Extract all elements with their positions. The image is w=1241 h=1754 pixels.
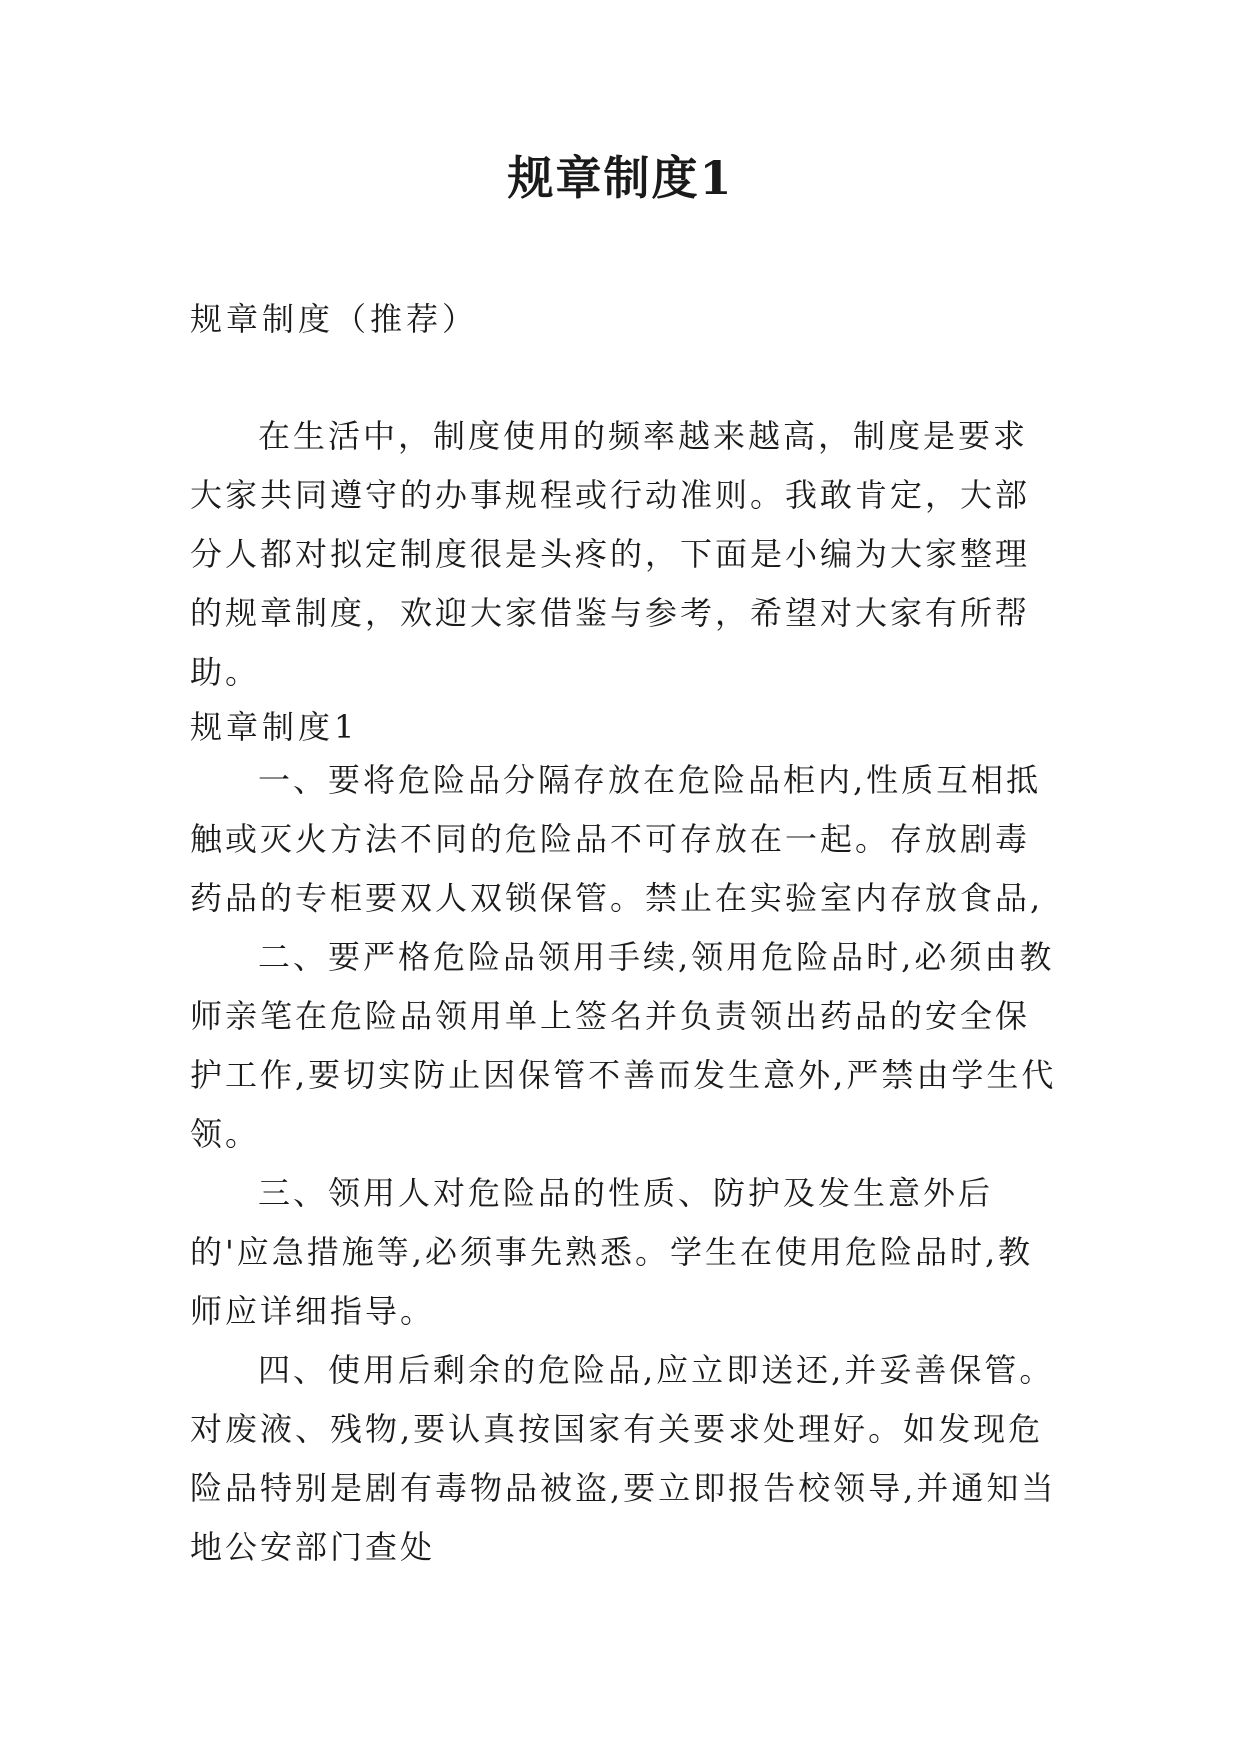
document-title: 规章制度1 xyxy=(507,151,734,205)
section-heading: 规章制度1 xyxy=(190,708,359,746)
rule-paragraph-3: 三、领用人对危险品的性质、防护及发生意外后的'应急措施等,必须事先熟悉。学生在使用危险品时,教师应详细指导。 xyxy=(190,1174,1034,1330)
rule-paragraph-2: 二、要严格危险品领用手续,领用危险品时,必须由教师亲笔在危险品领用单上签名并负责领出药品的安全保护工作,要切实防止因保管不善而发生意外,严禁由学生代领。 xyxy=(190,938,1057,1153)
rule-paragraph-1: 一、要将危险品分隔存放在危险品柜内,性质互相抵触或灭火方法不同的危险品不可存放在一起。存放剧毒药品的专柜要双人双锁保管。禁止在实验室内存放食品, xyxy=(190,761,1044,917)
intro-paragraph: 在生活中，制度使用的频率越来越高，制度是要求大家共同遵守的办事规程或行动准则。我敢肯定，大部分人都对拟定制度很是头疼的，下面是小编为大家整理的规章制度，欢迎大家借鉴与参考，希望对大家有所帮助。 xyxy=(190,417,1031,691)
rules-list xyxy=(190,751,1060,1577)
document-subtitle: 规章制度（推荐） xyxy=(190,300,479,338)
rule-paragraph-4: 四、使用后剩余的危险品,应立即送还,并妥善保管。对废液、残物,要认真按国家有关要求处理好。如发现危险品特别是剧有毒物品被盗,要立即报告校领导,并通知当地公安部门查处 xyxy=(190,1351,1057,1566)
